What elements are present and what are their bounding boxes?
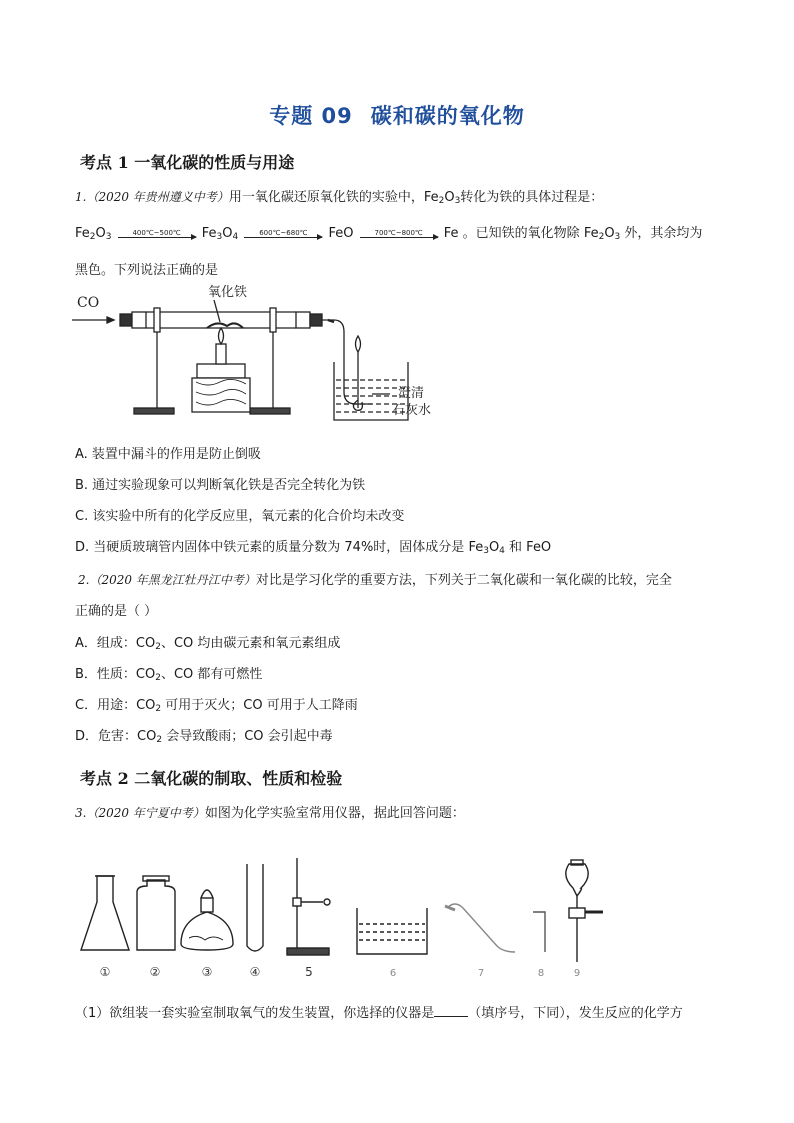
reaction-arrow-1: 400℃~500℃ (118, 229, 196, 238)
label-7: 7 (477, 968, 485, 979)
q2-option-a[interactable]: A．组成：$CO_2$、CO 均由碳元素和氧元素组成 (75, 636, 341, 652)
label-1: ① (99, 965, 111, 979)
water-trough-icon (357, 908, 427, 954)
q1-source: 1.（2020 年贵州遵义中考） (75, 190, 229, 204)
label-6: 6 (389, 968, 397, 979)
q1-stem-cont: 黑色。下列说法正确的是 (75, 263, 219, 278)
q2-stem-cont: 正确的是（ ） (75, 604, 158, 619)
label-co: CO (77, 295, 100, 311)
q2-stem: 2.（2020 年黑龙江牡丹江中考）对比是学习化学的重要方法，下列关于二氧化碳和一氧化碳的比较，完全 (78, 573, 672, 588)
alcohol-lamp-icon (181, 912, 233, 950)
section-heading-2: 考点 2 二氧化碳的制取、性质和检验 (80, 769, 343, 788)
rxn-fe: Fe (443, 226, 459, 241)
q2-option-b[interactable]: B．性质：$CO_2$、CO 都有可燃性 (75, 667, 263, 683)
q1-reaction-chain: $Fe_2O_3$ 400℃~500℃ $Fe_3O_4$ 600℃~680℃ FeO 700℃~800℃ Fe 。已知铁的氧化物除 $Fe_2O_3$ 外，其余均为 (75, 226, 703, 242)
title-part1: 专题 09 (269, 104, 353, 128)
rxn-fe3o4: $Fe_3O_4$ (201, 226, 239, 242)
q1-option-d[interactable]: D. 当硬质玻璃管内固体中铁元素的质量分数为 74%时，固体成分是 $Fe_3O_4$ 和 FeO (75, 540, 552, 556)
reaction-arrow-3: 700℃~800℃ (360, 229, 438, 238)
page-title (0, 100, 794, 130)
q2-source: 2.（2020 年黑龙江牡丹江中考） (78, 573, 256, 587)
separatory-funnel-icon (566, 864, 588, 896)
label-2: ② (149, 965, 161, 979)
reaction-arrow-2: 600℃~680℃ (244, 229, 322, 238)
label-5: 5 (305, 965, 313, 979)
test-tube-icon (247, 864, 263, 951)
title-part2: 碳和碳的氧化物 (370, 104, 525, 128)
bent-tube-icon (533, 912, 545, 952)
lab-instruments-figure (75, 852, 635, 982)
q2-option-d[interactable]: D．危害：$CO_2$ 会导致酸雨；CO 会引起中毒 (75, 729, 333, 745)
co-reduction-apparatus-figure (72, 282, 472, 432)
q3-stem: 3.（2020 年宁夏中考）如图为化学实验室常用仪器，据此回答问题： (75, 806, 465, 821)
conical-flask-icon (81, 876, 129, 950)
q1-stem: 1.（2020 年贵州遵义中考）用一氧化碳还原氧化铁的实验中，$Fe_2O_3$转化为铁的具体过程是： (75, 190, 604, 206)
q1-option-a[interactable]: A. 装置中漏斗的作用是防止倒吸 (75, 447, 261, 462)
label-4: ④ (249, 965, 261, 979)
label-8: 8 (537, 968, 545, 979)
q1-option-c[interactable]: C. 该实验中所有的化学反应里，氧元素的化合价均未改变 (75, 509, 405, 524)
delivery-tube-icon (447, 904, 515, 952)
answer-blank[interactable] (434, 1004, 468, 1017)
label-9: 9 (573, 968, 581, 979)
section-heading-1: 考点 1 一氧化碳的性质与用途 (80, 153, 295, 172)
rxn-fe2o3: $Fe_2O_3$ (75, 226, 112, 242)
q3-source: 3.（2020 年宁夏中考） (75, 806, 205, 820)
q3-sub1: （1）欲组装一套实验室制取氧气的发生装置，你选择的仪器是 （填序号，下同），发生反应的化学方 (75, 1006, 683, 1021)
label-3: ③ (201, 965, 213, 979)
q2-option-c[interactable]: C．用途：$CO_2$ 可用于灭火；CO 可用于人工降雨 (75, 698, 358, 714)
q1-option-b[interactable]: B. 通过实验现象可以判断氧化铁是否完全转化为铁 (75, 478, 366, 493)
label-lime-water-1: 澄清 (398, 386, 425, 401)
wide-mouth-bottle-icon (137, 880, 175, 950)
label-iron-oxide: 氧化铁 (208, 285, 248, 300)
label-lime-water-2: 石灰水 (392, 403, 432, 418)
rxn-feo: FeO (328, 226, 354, 241)
